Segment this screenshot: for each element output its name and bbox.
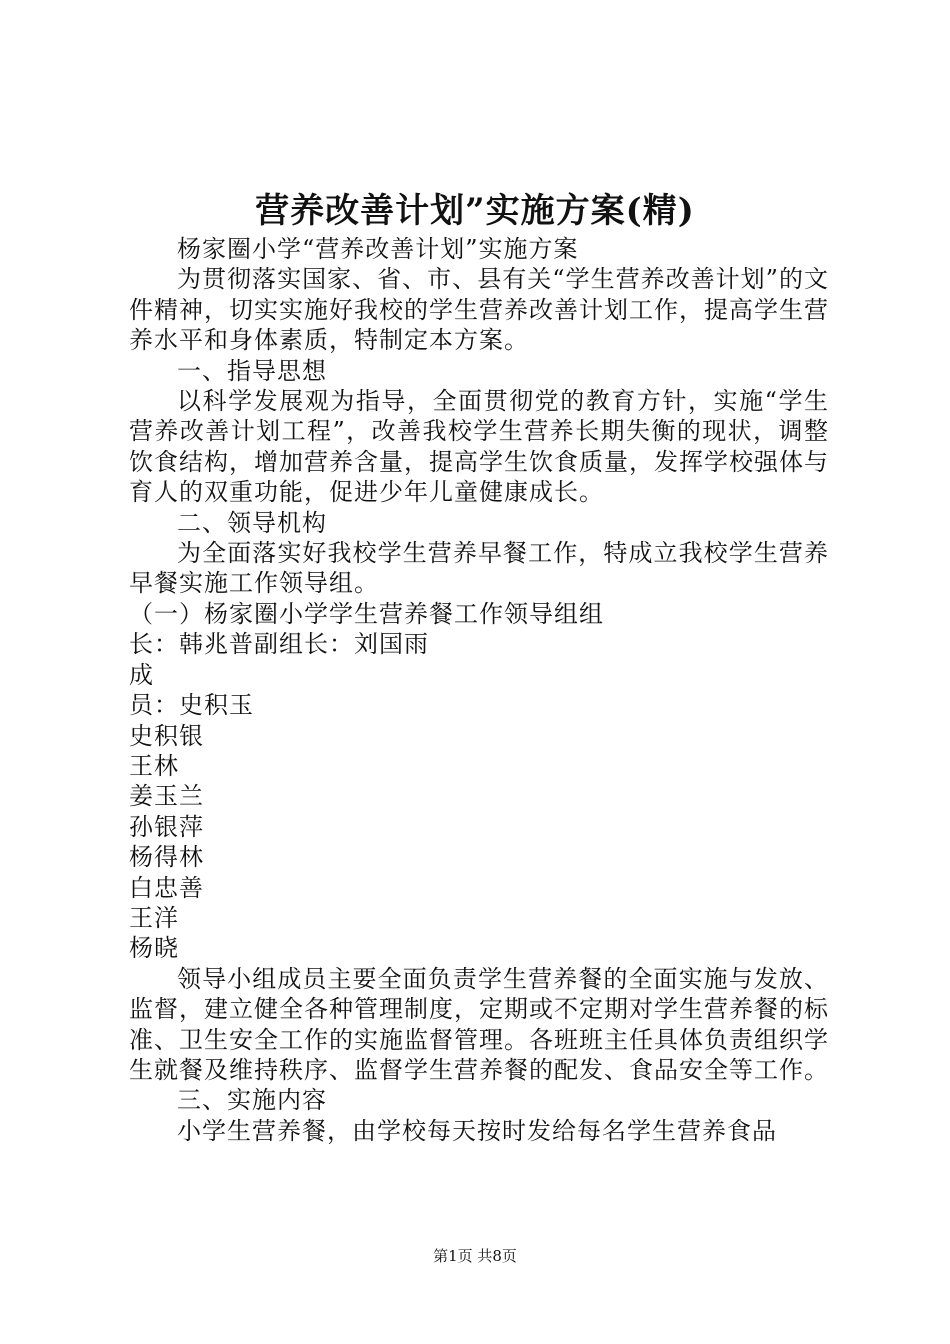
paragraph-implementation: 小学生营养餐，由学校每天按时发给每名学生营养食品 [177, 1116, 777, 1145]
line-member: 员：史积玉 [129, 691, 254, 720]
heading-implementation: 三、实施内容 [177, 1086, 327, 1115]
line-member: 杨晓 [129, 934, 179, 963]
line-group-leaders: 长：韩兆普副组长：刘国雨 [129, 630, 429, 659]
heading-guiding-ideology: 一、指导思想 [177, 356, 327, 385]
line-member: 白忠善 [129, 873, 204, 902]
line-member: 杨得林 [129, 843, 204, 872]
line-member: 王林 [129, 751, 179, 780]
line-member: 史积银 [129, 721, 204, 750]
paragraph-leadership: 为全面落实好我校学生营养早餐工作，特成立我校学生营养早餐实施工作领导组。 [129, 539, 829, 598]
heading-leadership: 二、领导机构 [177, 508, 327, 537]
line-member: 王洋 [129, 903, 179, 932]
paragraph-guiding-ideology: 以科学发展观为指导，全面贯彻党的教育方针，实施“学生营养改善计划工程”，改善我校学生营养长期失衡的现状，调整饮食结构，增加营养含量，提高学生饮食质量，发挥学校强体与育人的双重功能，促进少年儿童健康成长。 [129, 387, 829, 507]
paragraph-subtitle: 杨家圈小学“营养改善计划”实施方案 [177, 235, 579, 263]
document-title: 营养改善计划”实施方案(精) [255, 191, 695, 231]
paragraph-responsibilities: 领导小组成员主要全面负责学生营养餐的全面实施与发放、监督，建立健全各种管理制度，定期或不定期对学生营养餐的标准、卫生安全工作的实施监督管理。各班班主任具体负责组织学生就餐及维持秩序、监督学生营养餐的配发、食品安全等工作。 [129, 964, 829, 1084]
document-body [129, 234, 829, 1146]
page-footer: 第1页 共8页 [433, 1247, 517, 1265]
paragraph-intro: 为贯彻落实国家、省、市、县有关“学生营养改善计划”的文件精神，切实实施好我校的学生营养改善计划工作，提高学生营养水平和身体素质，特制定本方案。 [129, 265, 829, 355]
line-member: 孙银萍 [129, 812, 204, 841]
paragraph-leadership-group: （一）杨家圈小学学生营养餐工作领导组组 [129, 599, 604, 628]
line-member: 姜玉兰 [129, 782, 204, 811]
line-members-label: 成 [129, 660, 154, 689]
